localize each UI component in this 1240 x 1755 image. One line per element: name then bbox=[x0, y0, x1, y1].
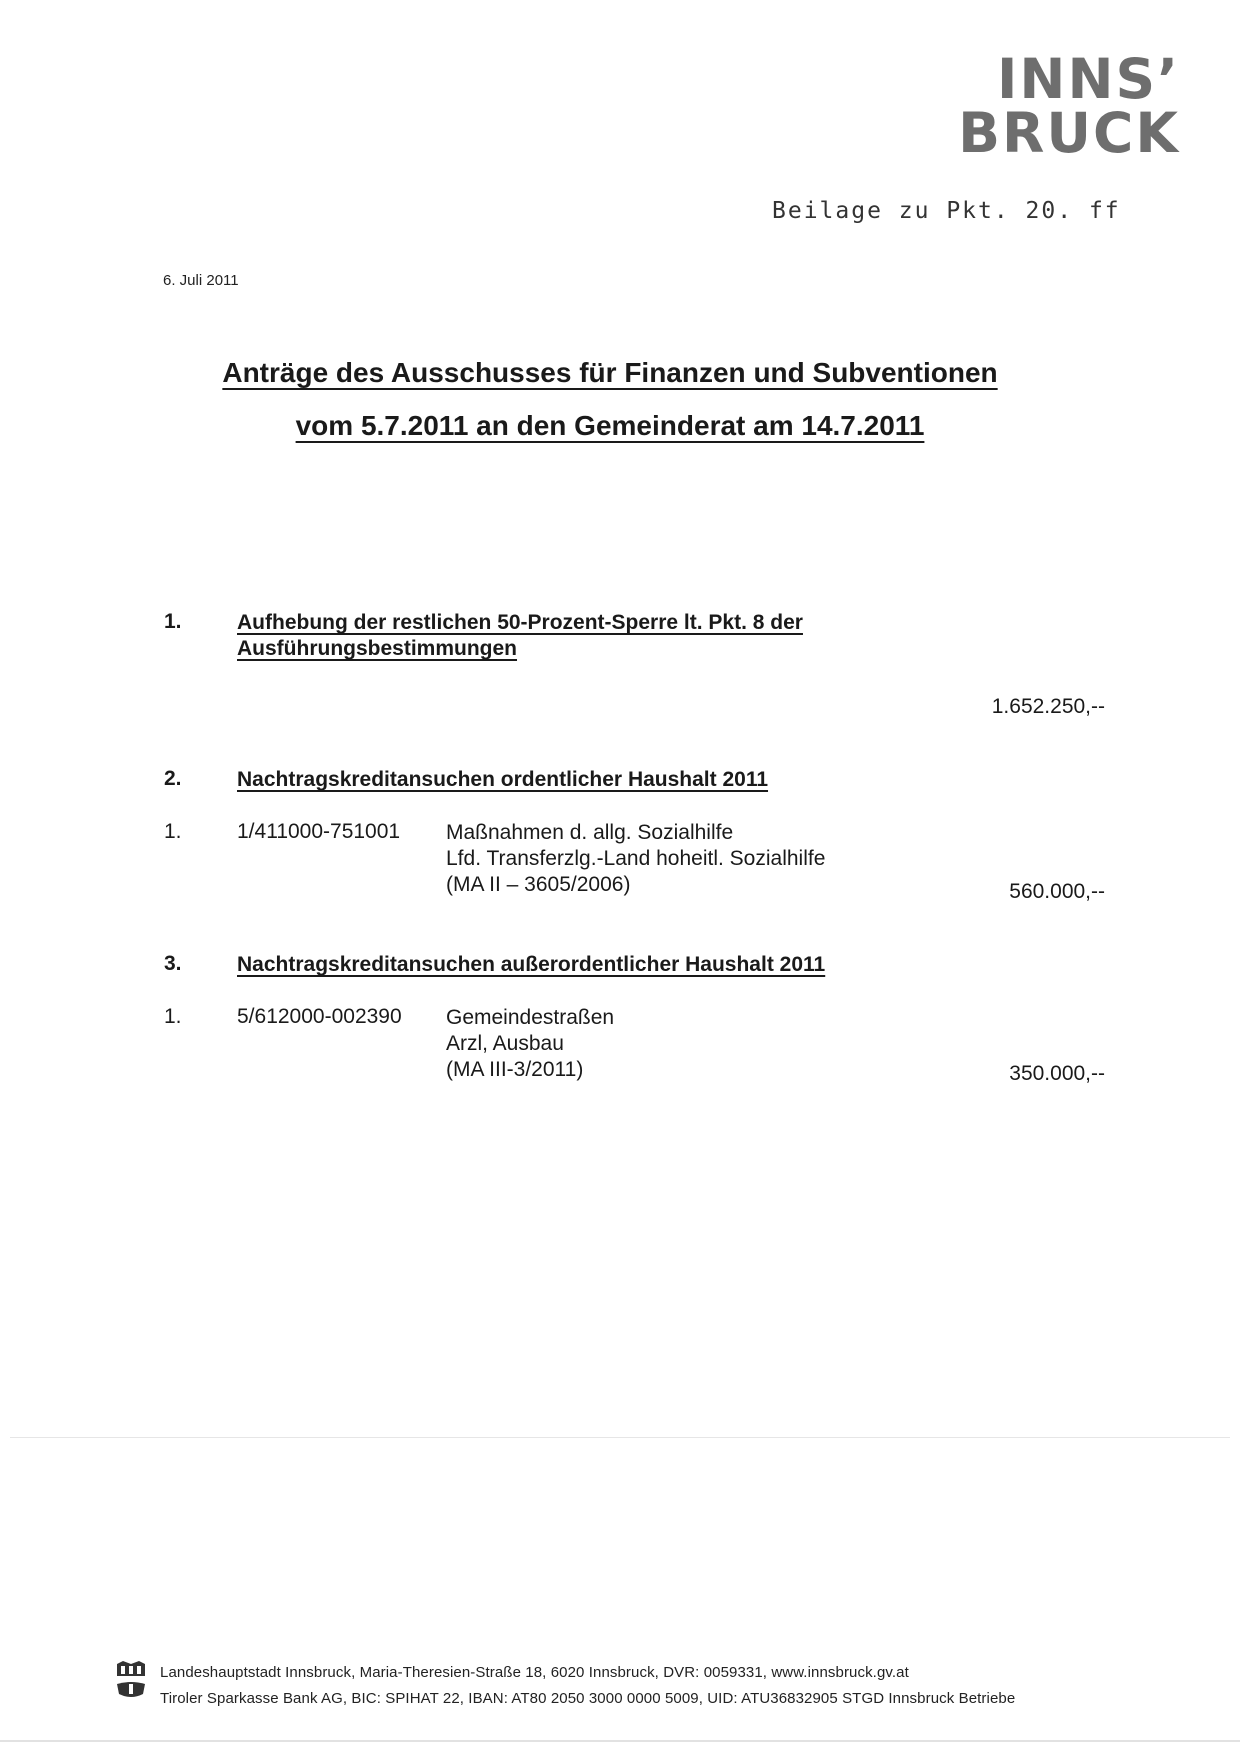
footer-address: Landeshauptstadt Innsbruck, Maria-Theresien-Straße 18, 6020 Innsbruck, DVR: 0059331, www.innsbruck.gv.at bbox=[160, 1664, 909, 1681]
section-2-item-amount: 560.000,-- bbox=[1009, 880, 1105, 903]
section-3-number: 3. bbox=[164, 952, 182, 975]
section-2-item-desc-line-3: (MA II – 3605/2006) bbox=[446, 873, 631, 896]
section-3-item-desc-line-1: Gemeindestraßen bbox=[446, 1006, 615, 1029]
footer-bank-details: Tiroler Sparkasse Bank AG, BIC: SPIHAT 22, IBAN: AT80 2050 3000 0000 5009, UID: ATU36832905 STGD Innsbruck Betriebe bbox=[160, 1690, 1016, 1707]
section-3-item-desc-line-2: Arzl, Ausbau bbox=[446, 1032, 564, 1055]
section-2-item-description bbox=[446, 820, 825, 898]
section-1-number: 1. bbox=[164, 610, 182, 633]
page-bottom-edge bbox=[0, 1740, 1240, 1742]
section-2-number: 2. bbox=[164, 767, 182, 790]
section-2-heading: Nachtragskreditansuchen ordentlicher Haushalt 2011 bbox=[237, 768, 769, 791]
section-1-heading bbox=[237, 610, 803, 662]
section-2-item-number: 1. bbox=[164, 820, 182, 843]
logo-line-2: BRUCK bbox=[958, 101, 1180, 165]
section-2-item-account-code: 1/411000-751001 bbox=[237, 820, 401, 843]
city-coat-of-arms-icon bbox=[115, 1660, 147, 1702]
section-3-item-amount: 350.000,-- bbox=[1009, 1062, 1105, 1085]
document-date: 6. Juli 2011 bbox=[163, 272, 239, 289]
section-3-item-account-code: 5/612000-002390 bbox=[237, 1005, 402, 1028]
section-3-item-description bbox=[446, 1005, 614, 1083]
section-1-amount: 1.652.250,-- bbox=[991, 695, 1105, 718]
attachment-note: Beilage zu Pkt. 20. ff bbox=[772, 198, 1121, 224]
section-3-item-desc-line-3: (MA III-3/2011) bbox=[446, 1058, 584, 1081]
section-1-heading-line-2: Ausführungsbestimmungen bbox=[237, 637, 518, 660]
page-title-line-2: vom 5.7.2011 an den Gemeinderat am 14.7.2011 bbox=[295, 410, 925, 441]
section-2-item-desc-line-1: Maßnahmen d. allg. Sozialhilfe bbox=[446, 821, 734, 844]
innsbruck-logo bbox=[950, 47, 1180, 165]
section-2-item-desc-line-2: Lfd. Transferzlg.-Land hoheitl. Sozialhilfe bbox=[446, 847, 826, 870]
logo-line-1: INNS’ bbox=[996, 47, 1180, 111]
section-3-item-number: 1. bbox=[164, 1005, 182, 1028]
section-1-heading-line-1: Aufhebung der restlichen 50-Prozent-Sperre lt. Pkt. 8 der bbox=[237, 611, 803, 634]
section-3-heading: Nachtragskreditansuchen außerordentlicher Haushalt 2011 bbox=[237, 953, 826, 976]
page-title-line-1: Anträge des Ausschusses für Finanzen und Subventionen bbox=[222, 357, 998, 388]
footer-divider bbox=[10, 1437, 1230, 1438]
